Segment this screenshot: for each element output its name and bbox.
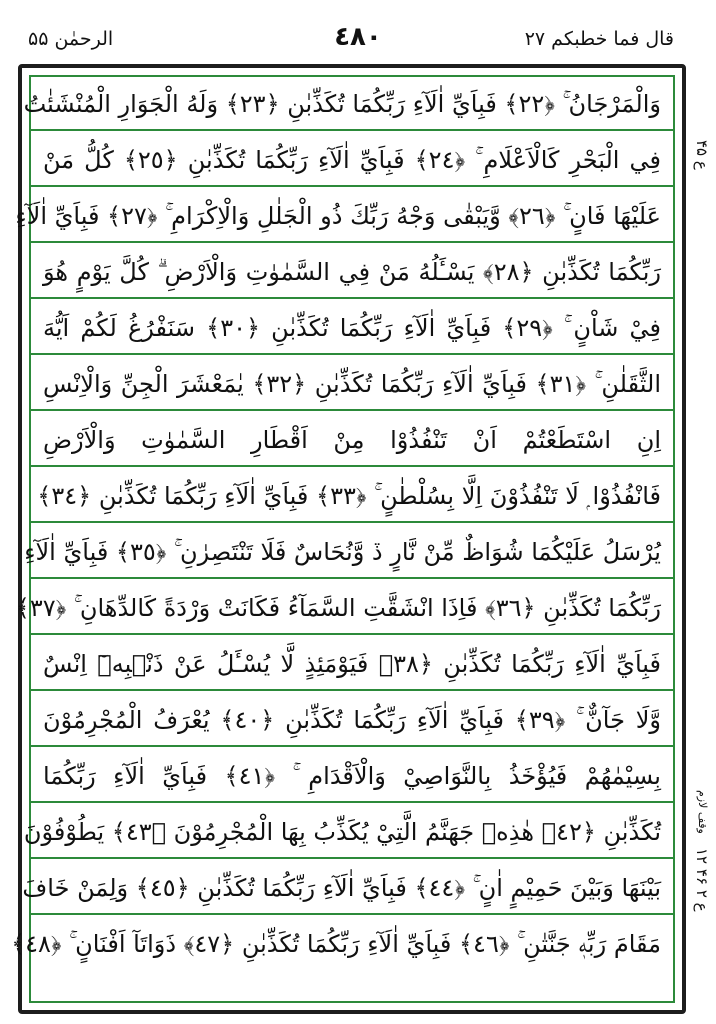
ruku-marker-bottom: ع ۲ ۴۶ ۱۲	[693, 848, 711, 912]
page-header	[0, 0, 716, 60]
verse-line-11: فَبِاَيِّ اٰلَآءِ رَبِّكُمَا تُكَذِّبٰنِ ﴿٣٨﴾ فَيَوْمَئِذٍ لَّا يُسْـَٔلُ عَنْ ذَنْۢبِهٖٓ اِنْسٌ	[31, 637, 673, 691]
verse-line-1: وَالْمَرْجَانُ ۚ ﴿٢٢﴾ فَبِاَيِّ اٰلَآءِ رَبِّكُمَا تُكَذِّبٰنِ ﴿٢٣﴾ وَلَهُ الْجَوَارِ الْمُنْشَئٰتُ	[31, 77, 673, 131]
verse-line-7: اِنِ اسْتَطَعْتُمْ اَنْ تَنْفُذُوْا مِنْ اَقْطَارِ السَّمٰوٰتِ وَالْاَرْضِ	[31, 413, 673, 467]
verse-line-6: الثَّقَلٰنِ ۚ ﴿٣١﴾ فَبِاَيِّ اٰلَآءِ رَبِّكُمَا تُكَذِّبٰنِ ﴿٣٢﴾ يٰمَعْشَرَ الْجِنِّ وَالْاِنْسِ	[31, 357, 673, 411]
verse-line-14: تُكَذِّبٰنِ ﴿٤٢﴾ هٰذِهٖ جَهَنَّمُ الَّتِيْ يُكَذِّبُ بِهَا الْمُجْرِمُوْنَ ﴿٤٣﴾ يَطُوْفُوْنَ	[31, 805, 673, 859]
verse-line-12: وَّلَا جَآنٌّ ۚ ﴿٣٩﴾ فَبِاَيِّ اٰلَآءِ رَبِّكُمَا تُكَذِّبٰنِ ﴿٤٠﴾ يُعْرَفُ الْمُجْرِمُوْنَ	[31, 693, 673, 747]
verse-line-4: رَبِّكُمَا تُكَذِّبٰنِ ﴿٢٨﴾ يَسْـَٔلُهُ مَنْ فِي السَّمٰوٰتِ وَالْاَرْضِ ۗ كُلَّ يَوْمٍ هُوَ	[31, 245, 673, 299]
verse-line-13: بِسِيْمٰهُمْ فَيُؤْخَذُ بِالنَّوَاصِيْ وَالْاَقْدَامِ ۚ ﴿٤١﴾ فَبِاَيِّ اٰلَآءِ رَبِّكُمَا	[31, 749, 673, 803]
page-frame	[11, 64, 686, 1014]
verse-line-5: فِيْ شَاْنٍ ۚ ﴿٢٩﴾ فَبِاَيِّ اٰلَآءِ رَبِّكُمَا تُكَذِّبٰنِ ﴿٣٠﴾ سَنَفْرُغُ لَكُمْ اَيُّهَ	[31, 301, 673, 355]
verse-line-8: فَانْفُذُوْا ۭ لَا تَنْفُذُوْنَ اِلَّا بِسُلْطٰنٍ ۚ ﴿٣٣﴾ فَبِاَيِّ اٰلَآءِ رَبِّكُمَا تُكَذِّبٰنِ ﴿٣٤﴾	[31, 469, 673, 523]
surah-name: الرحمٰن ۵۵	[28, 28, 114, 50]
page-number: ٤٨٠	[334, 22, 382, 52]
verse-line-2: فِي الْبَحْرِ كَالْاَعْلَامِ ۚ ﴿٢٤﴾ فَبِاَيِّ اٰلَآءِ رَبِّكُمَا تُكَذِّبٰنِ ﴿٢٥﴾ كُلُّ مَنْ	[31, 133, 673, 187]
verse-line-16: مَقَامَ رَبِّهٖ جَنَّتٰنِ ۚ ﴿٤٦﴾ فَبِاَيِّ اٰلَآءِ رَبِّكُمَا تُكَذِّبٰنِ ﴿٤٧﴾ ذَوَاتَآ اَفْنَانٍ ۚ ﴿٤٨﴾	[11, 930, 661, 958]
ruku-marker-top: ع ۴۵	[693, 140, 711, 170]
juz-name: قال فما خطبكم ٢٧	[524, 28, 674, 50]
text-panel	[11, 75, 675, 1003]
verse-line-3: عَلَيْهَا فَانٍ ۚ ﴿٢٦﴾ وَّيَبْقٰى وَجْهُ رَبِّكَ ذُو الْجَلٰلِ وَالْاِكْرَامِ ۚ ﴿٢٧﴾ فَبِاَيِّ اٰلَآءِ	[31, 189, 673, 243]
verse-line-9: يُرْسَلُ عَلَيْكُمَا شُوَاظٌ مِّنْ نَّارٍ ڏ وَّنُحَاسٌ فَلَا تَنْتَصِرٰنِ ۚ ﴿٣٥﴾ فَبِاَيِّ اٰلَآءِ	[31, 525, 673, 579]
verse-line-15: بَيْنَهَا وَبَيْنَ حَمِيْمٍ اٰنٍ ۚ ﴿٤٤﴾ فَبِاَيِّ اٰلَآءِ رَبِّكُمَا تُكَذِّبٰنِ ﴿٤٥﴾ وَلِمَنْ خَافَ	[31, 861, 673, 915]
verse-line-10: رَبِّكُمَا تُكَذِّبٰنِ ﴿٣٦﴾ فَاِذَا انْشَقَّتِ السَّمَآءُ فَكَانَتْ وَرْدَةً كَالدِّهَانِ ۚ ﴿٣٧﴾	[31, 581, 673, 635]
waqf-note: وقف لازم	[696, 790, 709, 834]
